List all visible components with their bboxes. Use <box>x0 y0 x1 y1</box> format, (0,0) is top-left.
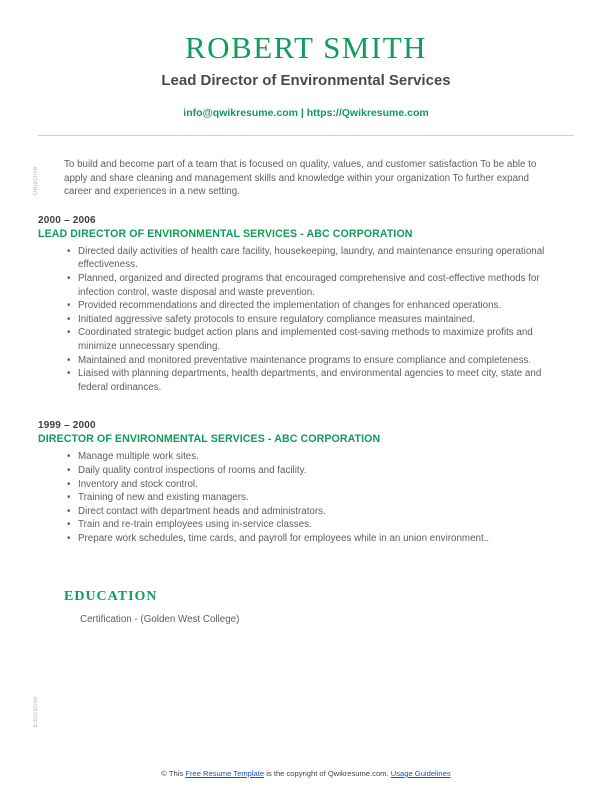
footer <box>0 769 612 778</box>
job-bullet-list <box>38 245 558 395</box>
candidate-name: ROBERT SMITH <box>184 30 428 65</box>
footer-copyright-prefix: © This <box>161 769 186 778</box>
job-bullet: • Prepare work schedules, time cards, and payroll for employees while in an union environment.. <box>78 532 558 546</box>
job-bullet: • Coordinated strategic budget action plans and implemented cost-saving methods to maximize profits and minimize unnecessary spending. <box>78 326 558 353</box>
job-dates: 2000 – 2006 <box>38 214 96 226</box>
job-bullet-list <box>38 450 558 545</box>
job-heading: DIRECTOR OF ENVIRONMENTAL SERVICES - ABC CORPORATION <box>38 433 381 446</box>
job-bullet: • Planned, organized and directed programs that encouraged comprehensive and cost-effective methods for infection control, waste disposal and waste prevention. <box>78 272 558 299</box>
job-bullet: • Train and re-train employees using in-service classes. <box>78 518 558 532</box>
job-bullet: • Liaised with planning departments, health departments, and environmental agencies to meet city, state and federal ordinances. <box>78 367 558 394</box>
education-item: Certification - (Golden West College) <box>80 614 240 626</box>
free-resume-template-link[interactable]: Free Resume Template <box>185 769 265 778</box>
job-bullet: • Daily quality control inspections of rooms and facility. <box>78 464 558 478</box>
objective-paragraph: To build and become part of a team that is focused on quality, values, and customer satisfaction To be able to apply and share cleaning and management skills and knowledge within your organization To further expand career and experiences in a new setting. <box>64 159 537 198</box>
job-bullet: • Manage multiple work sites. <box>78 450 558 464</box>
footer-copyright-middle: is the copyright of Qwikresume.com. <box>264 769 391 778</box>
candidate-title: Lead Director of Environmental Services <box>161 72 451 89</box>
job-bullet: • Inventory and stock control. <box>78 478 558 492</box>
job-bullet: • Maintained and monitored preventative maintenance programs to ensure compliance and completeness. <box>78 354 558 368</box>
education-section <box>38 589 574 625</box>
job-bullet: • Direct contact with department heads and administrators. <box>78 505 558 519</box>
contact-line: info@qwikresume.com | https://Qwikresume.com <box>183 107 429 119</box>
experience-section-1 <box>38 215 574 395</box>
job-bullet: • Initiated aggressive safety protocols to ensure regulatory compliance measures maintained. <box>78 313 558 327</box>
education-heading: EDUCATION <box>64 589 158 605</box>
vertical-label-education: Education <box>33 696 39 728</box>
job-bullet: • Directed daily activities of health care facility, housekeeping, laundry, and maintenance ensuring operational effectiveness. <box>78 245 558 272</box>
job-dates: 1999 – 2000 <box>38 420 96 432</box>
job-bullet: • Provided recommendations and directed the implementation of changes for enhanced operations. <box>78 299 558 313</box>
usage-guidelines-link[interactable]: Usage Guidelines <box>390 769 451 778</box>
job-bullet: • Training of new and existing managers. <box>78 491 558 505</box>
job-heading: LEAD DIRECTOR OF ENVIRONMENTAL SERVICES - ABC CORPORATION <box>38 227 413 240</box>
vertical-label-objective: Objective <box>33 166 39 196</box>
header-divider <box>38 135 574 136</box>
experience-section-2 <box>38 420 574 545</box>
